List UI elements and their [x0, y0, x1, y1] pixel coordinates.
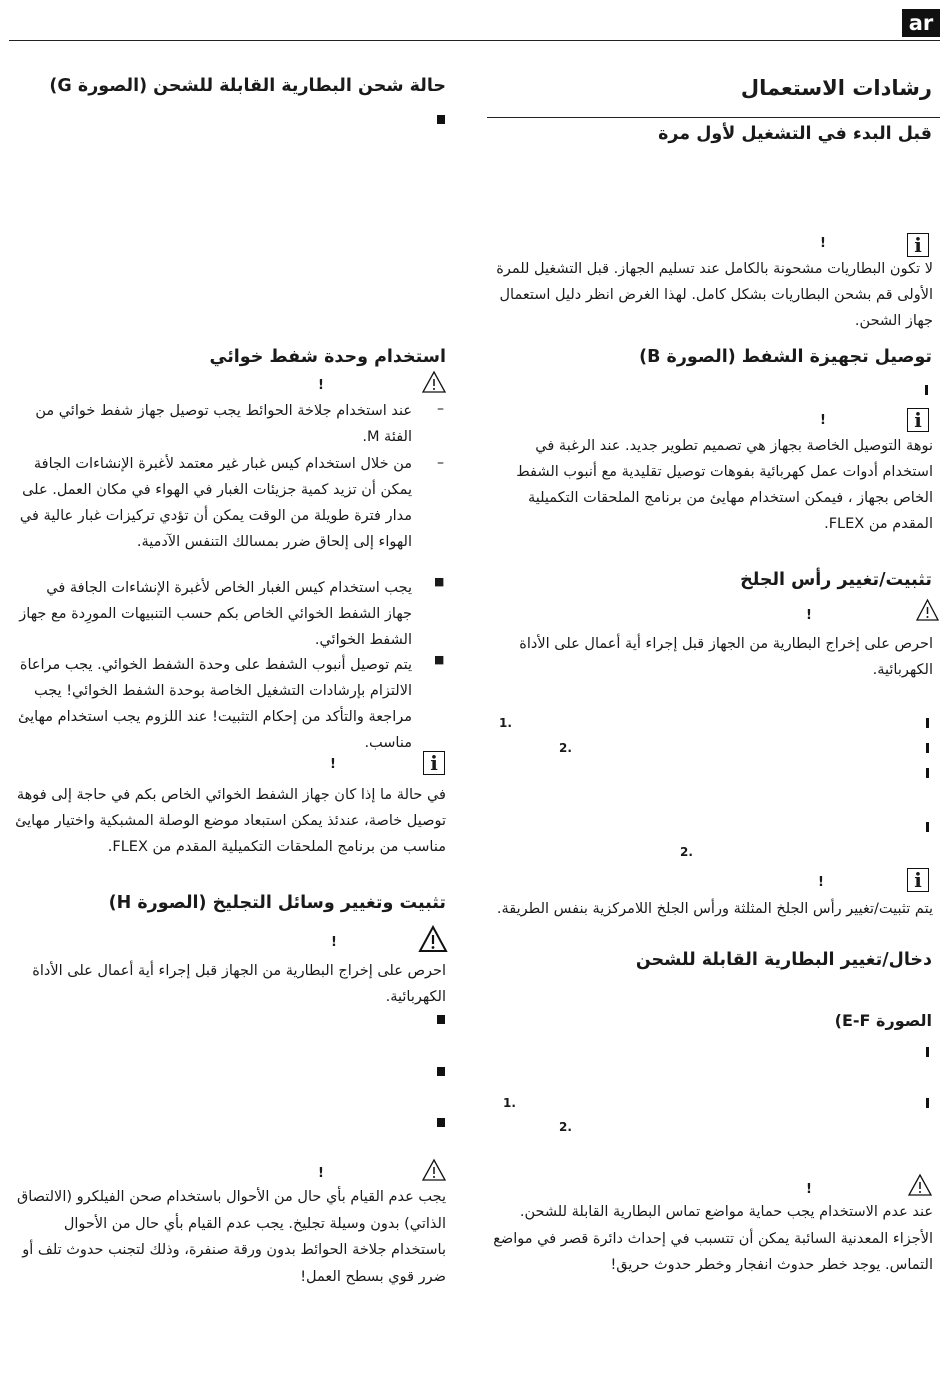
note-first-use-text: لا تكون البطاريات مشحونة بالكامل عند تسليم الجهاز. قبل التشغيل للمرة الأولى قم بشحن البطاريات بشكل كامل. لهذا الغرض انظر دليل استعمال جهاز الشحن.	[496, 261, 933, 329]
warning-icon	[418, 925, 448, 953]
section-divider	[487, 117, 940, 118]
dust-extraction-heading: استخدام وحدة شفط خوائي	[209, 347, 446, 367]
warning-velcro-text: يجب عدم القيام بأي حال من الأحوال باستخدام صحن الفيلكرو (الالتصاق الذاتي) بدون وسيلة تجليخ. يجب عدم القيام بأي حال من الأحوال باستخدام جلاخة الحوائط بدون ورقة صنفرة، وذلك لتجنب حدوث تلف أو ضرر قوي بسطح العمل!	[17, 1189, 446, 1285]
bullet-marker	[925, 385, 928, 395]
battery-heading-figure: الصورة E-F)	[834, 1011, 932, 1030]
list-item: من خلال استخدام كيس غبار غير معتمد لأغبرة الإنشاءات الجافة يمكن أن تزيد كمية جزيئات الغبار في الهواء في مكان العمل. على مدار فترة طويلة من الوقت يمكن أن تؤدي تركيزات غبار عالية في الهواء إلى إلحاق ضرر بمسالك التنفس الآدمية.	[19, 456, 412, 550]
warning-exclamation: !	[318, 1166, 324, 1181]
warning-battery-text: احرص على إخراج البطارية من الجهاز قبل إجراء أية أعمال على الأداة الكهربائية.	[519, 636, 933, 678]
list-marker-square: ■	[434, 653, 445, 666]
step-number: 2.	[559, 741, 572, 755]
header-divider	[9, 40, 940, 41]
step-number: 2.	[559, 1120, 572, 1134]
note-exclamation: !	[330, 757, 336, 772]
note-exclamation: !	[820, 236, 826, 251]
warning-icon	[421, 1158, 447, 1182]
step-number: 1.	[503, 1096, 516, 1110]
info-icon: i	[907, 868, 929, 892]
info-icon: i	[907, 233, 929, 257]
list-marker-square: ■	[434, 575, 445, 588]
bullet-marker	[437, 1067, 445, 1076]
list-item: يجب استخدام كيس الغبار الخاص لأغبرة الإنشاءات الجافة في جهاز الشفط الخوائي الخاص بكم حسب التنبيهات المورِدة مع جهاز الشفط الخوائي.	[19, 580, 412, 648]
bullet-marker	[437, 1015, 445, 1024]
warning-icon	[907, 1173, 933, 1197]
warning-exclamation: !	[806, 1182, 812, 1197]
bullet-marker	[926, 1098, 929, 1108]
bullet-marker	[926, 822, 929, 832]
bullet-marker	[926, 718, 929, 728]
language-badge: ar	[902, 9, 940, 37]
note-grinder-text: يتم تثبيت/تغيير رأس الجلخ المثلثة ورأس الجلخ اللامركزية بنفس الطريقة.	[496, 901, 933, 917]
bullet-marker	[926, 1047, 929, 1057]
warning-contacts-text: عند عدم الاستخدام يجب حماية مواضع تماس البطارية القابلة للشحن. الأجزاء المعدنية السائبة يمكن أن تتسبب في إحداث دائرة قصر في مواضع التماس. يوجد خطر حدوث انفجار وخطر حدوث حريق!	[493, 1204, 933, 1273]
list-marker-dash: –	[437, 401, 444, 417]
note-suction-text: نوهة التوصيل الخاصة بجهاز هي تصميم تطوير جديد. عند الرغبة في استخدام أدوات عمل كهربائية بفوهات توصيل تقليدية مع أنبوب الشفط الخاص بجهاز ، فيمكن استخدام مهايئ من برنامج الملحقات التكميلية المقدم من FLEX.	[516, 438, 933, 532]
warning-exclamation: !	[806, 608, 812, 623]
warning-battery-text: احرص على إخراج البطارية من الجهاز قبل إجراء أية أعمال على الأداة الكهربائية.	[32, 963, 446, 1005]
grinder-head-heading: تثبيت/تغيير رأس الجلخ	[740, 570, 932, 590]
info-icon: i	[423, 751, 445, 775]
list-item: عند استخدام جلاخة الحوائط يجب توصيل جهاز شفط خوائي من الفئة M.	[35, 403, 412, 445]
info-icon: i	[907, 408, 929, 432]
warning-icon	[421, 370, 447, 394]
note-exclamation: !	[820, 413, 826, 428]
bullet-marker	[437, 1118, 445, 1127]
battery-heading: دخال/تغيير البطارية القابلة للشحن	[635, 950, 932, 970]
suction-connection-heading: توصيل تجهيزة الشفط (الصورة B)	[639, 347, 932, 367]
bullet-marker	[437, 115, 445, 124]
step-number: 1.	[499, 716, 512, 730]
bullet-marker	[926, 768, 929, 778]
warning-icon	[915, 598, 940, 622]
warning-exclamation: !	[331, 935, 337, 950]
list-item: يتم توصيل أنبوب الشفط على وحدة الشفط الخوائي. يجب مراعاة الالتزام بإرشادات التشغيل الخاصة بوحدة الشفط الخوائي! يجب مراجعة والتأكد من إحكام التثبيت! عند اللزوم يجب استخدام مهايئ مناسب.	[18, 657, 412, 751]
page-title: رشادات الاستعمال	[740, 76, 932, 100]
step-number: 2.	[680, 845, 693, 859]
sanding-tools-heading: تثبيت وتغيير وسائل التجليخ (الصورة H)	[108, 893, 446, 913]
charge-status-heading: حالة شحن البطارية القابلة للشحن (الصورة G)	[49, 76, 446, 96]
note-exclamation: !	[818, 875, 824, 890]
first-use-heading: قبل البدء في التشغيل لأول مرة	[658, 124, 932, 144]
warning-exclamation: !	[318, 378, 324, 393]
note-extractor-text: في حالة ما إذا كان جهاز الشفط الخوائي الخاص بكم في حاجة إلى فوهة توصيل خاصة، عندئذ يمكن استبعاد موضع الوصلة المشبكية واختيار مهايئ مناسب من برنامج الملحقات التكميلية المقدم من FLEX.	[15, 787, 446, 855]
bullet-marker	[926, 743, 929, 753]
list-marker-dash: –	[437, 455, 444, 471]
